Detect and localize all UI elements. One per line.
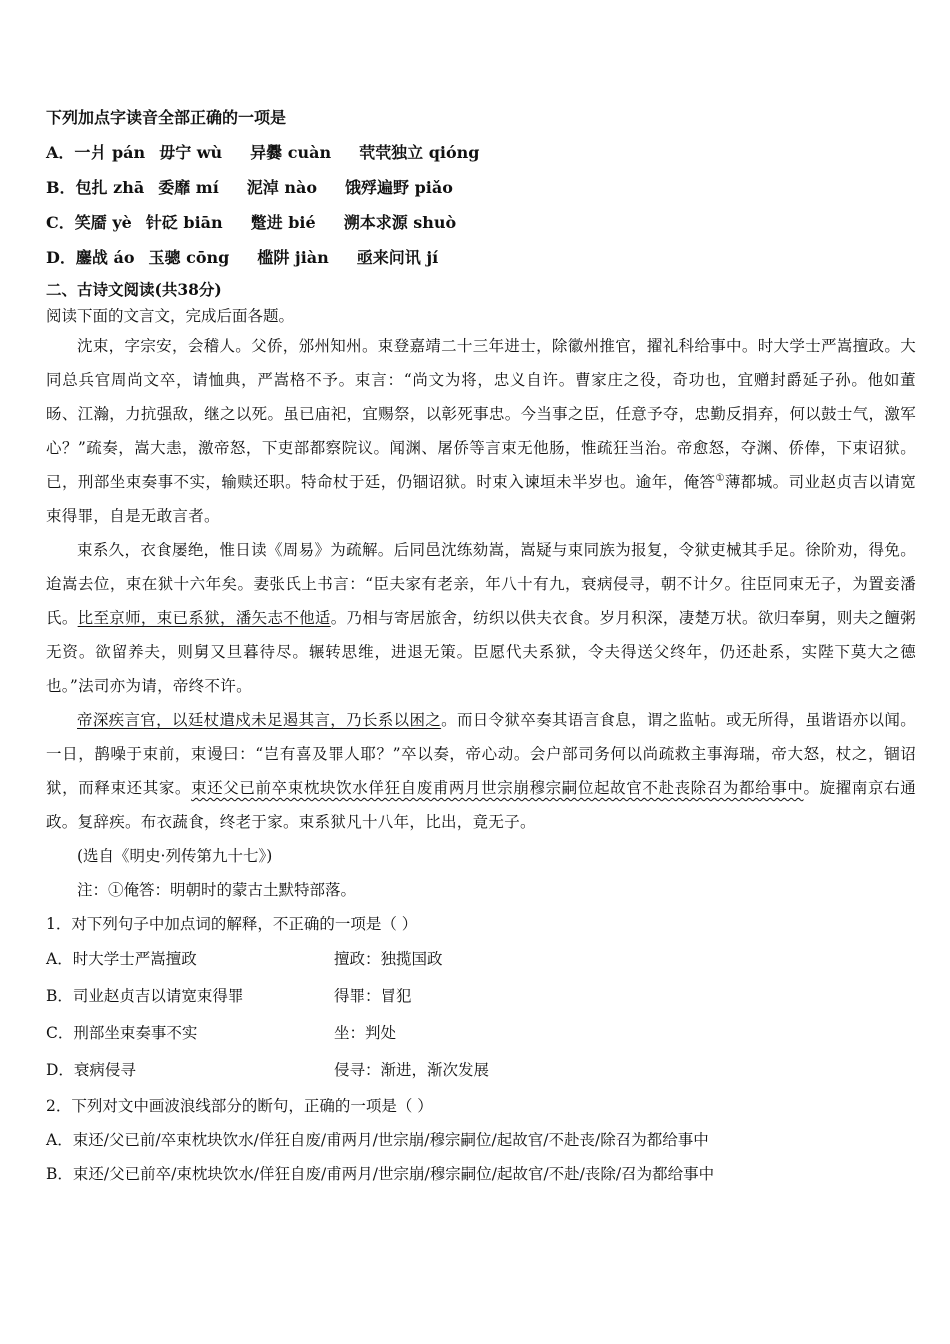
wavy-underlined-passage: 束还父已前卒束枕块饮水佯狂自废甫两月世宗崩穆宗嗣位起故官不赴丧除召为都给事中 <box>191 779 804 797</box>
passage-paragraph-1: 沈束，字宗安，会稽人。父侨，邠州知州。束登嘉靖二十三年进士，除徽州推官，擢礼科给事中。时大学士严嵩擅政。大同总兵官周尚文卒，请恤典，严嵩格不予。束言：“尚文为将，忠义自许。曹家庄之役，奇功也，宜赠封爵延子孙。他如董旸、江瀚，力抗强敌，继之以死。虽已庙祀，宜赐祭，以彰死事忠。今当事之臣，任意予夺，忠勤反捐弃，何以鼓士气，激军心？”疏奏，嵩大恚，激帝怒，下吏部都察院议。闻渊、屠侨等言束无他肠，惟疏狂当治。帝愈怒，夺渊、侨俸，下束诏狱。已，刑部坐束奏事不实，输赎还职。特命杖于廷，仍锢诏狱。时束入谏垣未半岁也。逾年，俺答①薄都城。司业赵贞吉以请宽束得罪，自是无敢言者。 <box>46 337 916 525</box>
q1-option-a: A．时大学士严嵩擅政 擅政：独揽国政 <box>46 950 443 968</box>
footnote-marker: ① <box>715 472 725 484</box>
passage-paragraph-3: 帝深疾言官，以廷杖遣戍未足遏其言，乃长系以困之。而日令狱卒奏其语言食息，谓之监帖。或无所得，虽谐语亦以闻。一日，鹊噪于束前，束谩曰：“岂有喜及罪人耶？”卒以奏，帝心动。会户部司务何以尚疏救主事海瑞，帝大怒，杖之，锢诏狱，而释束还其家。束还父已前卒束枕块饮水佯狂自废甫两月世宗崩穆宗嗣位起故官不赴丧除召为都给事中。旋擢南京右通政。复辞疾。布衣蔬食，终老于家。束系狱凡十八年，比出，竟无子。 <box>46 711 917 831</box>
passage-note: 注：①俺答：明朝时的蒙古土默特部落。 <box>77 881 357 899</box>
option-a: A．一爿 pán 毋宁 wù 异爨 cuàn 茕茕独立 qióng <box>46 143 480 162</box>
q1-stem: 1．对下列句子中加点词的解释，不正确的一项是（ ） <box>46 915 418 933</box>
passage <box>46 329 916 839</box>
section-instruction: 阅读下面的文言文，完成后面各题。 <box>46 307 295 325</box>
option-c: C．笑靥 yè 针砭 biān 蹩进 bié 溯本求源 shuò <box>46 213 457 232</box>
q2-option-a: A．束还/父已前/卒束枕块饮水/佯狂自废/甫两月/世宗崩/穆宗嗣位/起故官/不赴丧/除召为都给事中 <box>46 1131 709 1149</box>
q1-option-b: B．司业赵贞吉以请宽束得罪 得罪：冒犯 <box>46 987 412 1005</box>
q1-option-c: C．刑部坐束奏事不实 坐：判处 <box>46 1024 397 1042</box>
question-stem: 下列加点字读音全部正确的一项是 <box>46 108 287 127</box>
section-title: 二、古诗文阅读(共38分) <box>46 280 222 299</box>
q2-option-b: B．束还/父已前卒/束枕块饮水/佯狂自废/甫两月/世宗崩/穆宗嗣位/起故官/不赴/丧除/召为都给事中 <box>46 1165 715 1183</box>
q2-stem: 2．下列对文中画波浪线部分的断句，正确的一项是（ ） <box>46 1097 433 1115</box>
underlined-sentence-1: 比至京师，束已系狱，潘矢志不他适 <box>77 609 331 627</box>
option-d: D．鏖战 áo 玉骢 cōng 槛阱 jiàn 亟来问讯 jí <box>46 248 439 267</box>
passage-source: (选自《明史·列传第九十七》) <box>77 847 273 865</box>
option-b: B．包扎 zhā 委靡 mí 泥淖 nào 饿殍遍野 piǎo <box>46 178 453 197</box>
underlined-sentence-2: 帝深疾言官，以廷杖遣戍未足遏其言，乃长系以困之 <box>77 711 442 729</box>
q1-option-d: D．衰病侵寻 侵寻：渐进，渐次发展 <box>46 1061 490 1079</box>
document-page <box>46 100 916 1191</box>
passage-paragraph-2: 束系久，衣食屡绝，惟日读《周易》为疏解。后同邑沈练劾嵩，嵩疑与束同族为报复，令狱吏械其手足。徐阶劝，得免。迨嵩去位，束在狱十六年矣。妻张氏上书言：“臣夫家有老亲，年八十有九，衰病侵寻，朝不计夕。往臣同束无子，为置妾潘氏。比至京师，束已系狱，潘矢志不他适。乃相与寄居旅舍，纺织以供夫衣食。岁月积深，凄楚万状。欲归奉舅，则夫之饘粥无资。欲留养夫，则舅又旦暮待尽。辗转思维，进退无策。臣愿代夫系狱，令夫得送父终年，仍还赴系，实陛下莫大之德也。”法司亦为请，帝终不许。 <box>46 541 916 695</box>
